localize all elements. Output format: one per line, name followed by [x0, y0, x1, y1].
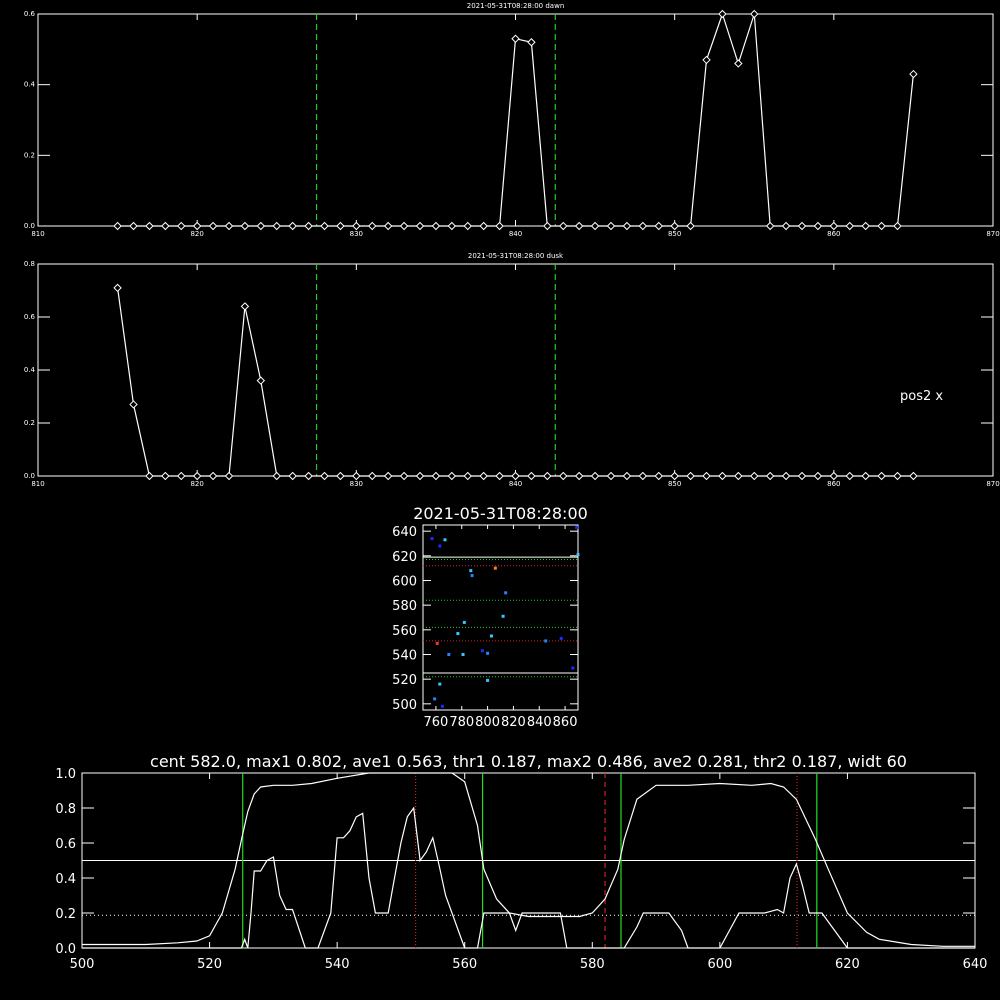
data-point-diamond [751, 473, 758, 480]
data-point-diamond [130, 401, 137, 408]
data-point-diamond [910, 473, 917, 480]
y-tick-label: 0.0 [23, 222, 35, 230]
panel-image [392, 504, 588, 730]
data-point-diamond [146, 223, 153, 230]
series-line [118, 14, 914, 226]
data-point-diamond [878, 473, 885, 480]
data-point-diamond [719, 473, 726, 480]
data-point-diamond [417, 223, 424, 230]
data-point-diamond [862, 473, 869, 480]
data-point-diamond [894, 223, 901, 230]
y-tick-label: 0.4 [23, 366, 35, 374]
pixel-point [433, 697, 436, 700]
data-point-diamond [305, 473, 312, 480]
y-tick-label: 0.4 [23, 80, 35, 89]
pixel-point [462, 653, 465, 656]
x-tick-label: 500 [69, 957, 95, 972]
annotation-label: pos2 x [900, 389, 944, 404]
data-point-diamond [241, 303, 248, 310]
data-point-diamond [528, 473, 535, 480]
x-tick-label: 840 [508, 230, 523, 238]
data-point-diamond [814, 223, 821, 230]
data-point-diamond [369, 223, 376, 230]
x-tick-label: 870 [986, 480, 1000, 488]
y-tick-label: 0.2 [23, 151, 35, 160]
data-point-diamond [560, 223, 567, 230]
pixel-point [438, 544, 441, 547]
y-tick-label: 0.6 [55, 837, 76, 852]
data-point-diamond [178, 473, 185, 480]
data-point-diamond [162, 473, 169, 480]
data-point-diamond [639, 473, 646, 480]
plot-frame [423, 525, 578, 710]
data-point-diamond [194, 223, 201, 230]
x-tick-label: 810 [31, 230, 45, 238]
data-point-diamond [735, 60, 742, 67]
x-tick-label: 830 [349, 480, 364, 488]
data-point-diamond [401, 473, 408, 480]
data-point-diamond [560, 473, 567, 480]
pixel-point [560, 637, 563, 640]
x-tick-label: 800 [475, 715, 500, 730]
data-point-diamond [464, 223, 471, 230]
data-point-diamond [210, 223, 217, 230]
pixel-point [486, 652, 489, 655]
pixel-point [494, 567, 497, 570]
data-point-diamond [321, 223, 328, 230]
data-point-diamond [289, 223, 296, 230]
x-tick-label: 810 [31, 480, 45, 488]
data-point-diamond [273, 223, 280, 230]
data-point-diamond [878, 223, 885, 230]
pixel-point [431, 537, 434, 540]
x-tick-label: 850 [667, 230, 682, 238]
data-point-diamond [544, 473, 551, 480]
data-point-diamond [257, 223, 264, 230]
chart-title: 2021-05-31T08:28:00 dusk [467, 252, 564, 260]
x-tick-label: 840 [508, 480, 523, 488]
data-point-diamond [544, 223, 551, 230]
data-point-diamond [767, 223, 774, 230]
data-point-diamond [830, 473, 837, 480]
chart-title: 2021-05-31T08:28:00 [413, 504, 588, 523]
pixel-point [441, 705, 444, 708]
data-point-diamond [337, 473, 344, 480]
pixel-point [504, 591, 507, 594]
y-tick-label: 560 [392, 623, 417, 639]
y-tick-label: 1.0 [55, 767, 76, 782]
data-point-diamond [289, 473, 296, 480]
x-tick-label: 820 [190, 230, 204, 238]
data-point-diamond [226, 223, 233, 230]
data-point-diamond [305, 223, 312, 230]
data-point-diamond [385, 473, 392, 480]
data-point-diamond [448, 223, 455, 230]
data-point-diamond [592, 473, 599, 480]
data-point-diamond [114, 284, 121, 291]
panel-dusk [24, 252, 1000, 488]
data-point-diamond [464, 473, 471, 480]
data-point-diamond [592, 223, 599, 230]
data-point-diamond [608, 223, 615, 230]
data-point-diamond [114, 223, 121, 230]
x-tick-label: 820 [190, 480, 204, 488]
x-tick-label: 850 [667, 480, 682, 488]
y-tick-label: 640 [392, 525, 417, 541]
data-point-diamond [830, 223, 837, 230]
pixel-point [486, 679, 489, 682]
y-tick-label: 580 [392, 599, 417, 615]
x-tick-label: 860 [827, 480, 841, 488]
data-point-diamond [432, 473, 439, 480]
series-line [118, 288, 914, 476]
y-tick-label: 0.0 [55, 942, 76, 957]
data-point-diamond [241, 223, 248, 230]
data-point-diamond [846, 473, 853, 480]
pixel-point [490, 635, 493, 638]
data-point-diamond [385, 223, 392, 230]
x-tick-label: 830 [349, 230, 364, 238]
data-point-diamond [655, 473, 662, 480]
data-point-diamond [703, 56, 710, 63]
x-tick-label: 560 [452, 957, 478, 972]
data-point-diamond [273, 473, 280, 480]
pixel-point [571, 667, 574, 670]
series-line-raw [82, 808, 975, 948]
data-point-diamond [623, 223, 630, 230]
y-tick-label: 500 [392, 697, 417, 713]
y-tick-label: 0.6 [23, 10, 35, 18]
data-point-diamond [687, 223, 694, 230]
panel-profile [55, 752, 987, 972]
data-point-diamond [496, 223, 503, 230]
y-tick-label: 0.8 [23, 260, 35, 268]
x-tick-label: 860 [552, 715, 578, 730]
data-point-diamond [257, 377, 264, 384]
y-tick-label: 0.0 [23, 472, 35, 480]
data-point-diamond [417, 473, 424, 480]
data-point-diamond [432, 223, 439, 230]
data-point-diamond [783, 223, 790, 230]
pixel-point [469, 569, 472, 572]
data-point-diamond [130, 223, 137, 230]
x-tick-label: 620 [835, 957, 860, 972]
data-point-diamond [226, 473, 233, 480]
y-tick-label: 620 [392, 549, 417, 565]
pixel-point [502, 615, 505, 618]
pixel-point [577, 553, 580, 556]
y-tick-label: 0.2 [55, 907, 76, 922]
pixel-point [481, 649, 484, 652]
data-point-diamond [735, 473, 742, 480]
data-point-diamond [623, 473, 630, 480]
data-point-diamond [799, 223, 806, 230]
pixel-point [436, 642, 439, 645]
x-tick-label: 870 [986, 230, 1000, 238]
data-point-diamond [353, 473, 360, 480]
data-point-diamond [783, 473, 790, 480]
plot-frame [38, 264, 993, 476]
pixel-point [456, 632, 459, 635]
pixel-point [463, 621, 466, 624]
data-point-diamond [321, 473, 328, 480]
data-point-diamond [719, 11, 726, 18]
x-tick-label: 540 [324, 957, 350, 972]
data-point-diamond [894, 473, 901, 480]
pixel-point [575, 526, 578, 529]
data-point-diamond [703, 473, 710, 480]
data-point-diamond [353, 223, 360, 230]
x-tick-label: 600 [707, 957, 733, 972]
chart-title: cent 582.0, max1 0.802, ave1 0.563, thr1 0.187, max2 0.486, ave2 0.281, thr2 0.187, widt 60 [150, 752, 907, 771]
data-point-diamond [210, 473, 217, 480]
data-point-diamond [448, 473, 455, 480]
series-line-smooth [82, 773, 975, 946]
data-point-diamond [767, 473, 774, 480]
data-point-diamond [910, 71, 917, 78]
data-point-diamond [687, 473, 694, 480]
y-tick-label: 0.4 [55, 872, 76, 887]
pixel-point [438, 683, 441, 686]
y-tick-label: 540 [392, 648, 417, 664]
panel-dawn [24, 2, 1000, 238]
y-tick-label: 520 [392, 673, 417, 689]
y-tick-label: 0.6 [23, 313, 35, 321]
data-point-diamond [655, 223, 662, 230]
data-point-diamond [369, 473, 376, 480]
data-point-diamond [639, 223, 646, 230]
y-tick-label: 600 [392, 574, 417, 590]
data-point-diamond [671, 473, 678, 480]
data-point-diamond [751, 11, 758, 18]
x-tick-label: 820 [501, 715, 526, 730]
pixel-point [544, 639, 547, 642]
x-tick-label: 520 [197, 957, 222, 972]
y-tick-label: 0.2 [23, 419, 35, 427]
data-point-diamond [178, 223, 185, 230]
data-point-diamond [512, 473, 519, 480]
x-tick-label: 780 [449, 715, 475, 730]
data-point-diamond [146, 473, 153, 480]
data-point-diamond [528, 39, 535, 46]
x-tick-label: 580 [579, 957, 605, 972]
data-point-diamond [814, 473, 821, 480]
data-point-diamond [576, 473, 583, 480]
data-point-diamond [846, 223, 853, 230]
pixel-point [443, 538, 446, 541]
pixel-point [447, 653, 450, 656]
x-tick-label: 860 [827, 230, 841, 238]
y-tick-label: 0.8 [55, 802, 76, 817]
chart-title: 2021-05-31T08:28:00 dawn [466, 2, 565, 10]
x-tick-label: 760 [423, 715, 449, 730]
plot-frame [38, 14, 993, 226]
x-tick-label: 640 [962, 957, 988, 972]
data-point-diamond [799, 473, 806, 480]
data-point-diamond [162, 223, 169, 230]
data-point-diamond [480, 223, 487, 230]
data-point-diamond [576, 223, 583, 230]
data-point-diamond [862, 223, 869, 230]
data-point-diamond [512, 35, 519, 42]
data-point-diamond [608, 473, 615, 480]
x-tick-label: 840 [526, 715, 552, 730]
data-point-diamond [194, 473, 201, 480]
pixel-point [471, 574, 474, 577]
data-point-diamond [480, 473, 487, 480]
data-point-diamond [496, 473, 503, 480]
data-point-diamond [671, 223, 678, 230]
data-point-diamond [401, 223, 408, 230]
data-point-diamond [337, 223, 344, 230]
